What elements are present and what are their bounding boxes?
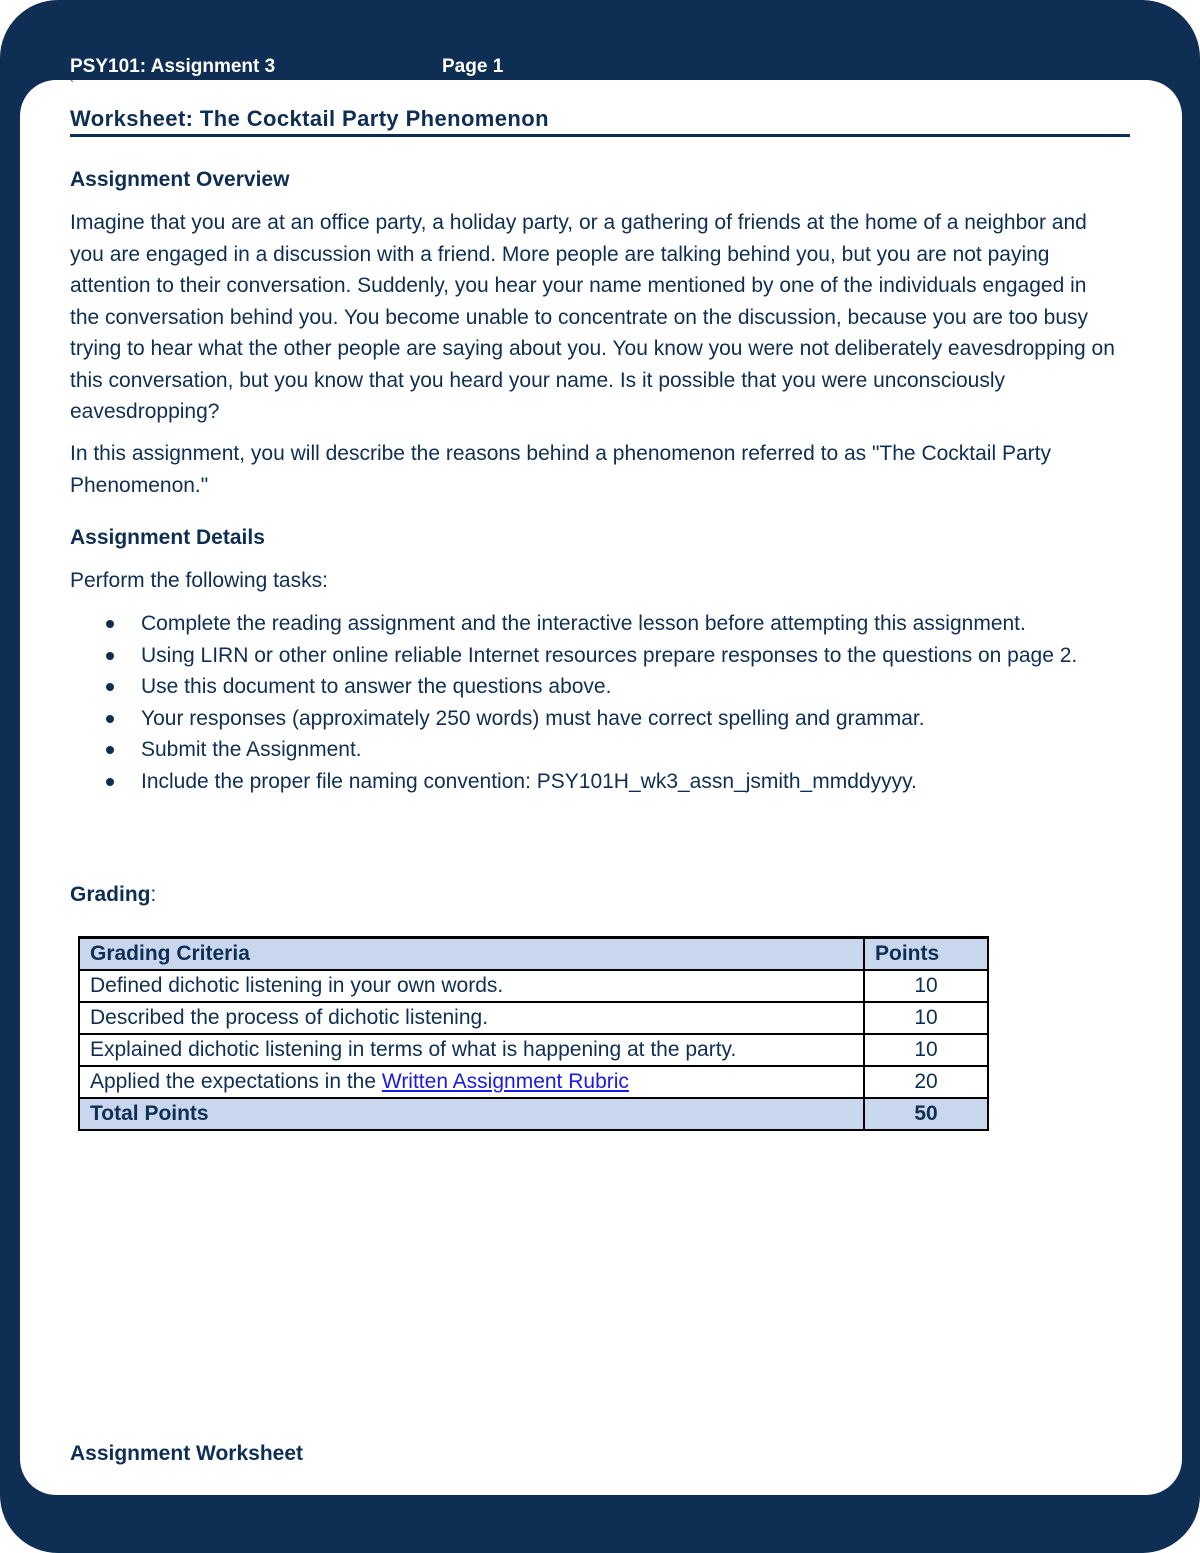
table-row [79, 1034, 988, 1066]
points-column-header: Points [864, 938, 988, 971]
content-sheet [20, 80, 1182, 1495]
overview-paragraph-2: In this assignment, you will describe the reasons behind a phenomenon referred to as "The Cocktail Party Phenomenon." [70, 442, 1051, 497]
table-row [79, 970, 988, 1002]
criteria-cell: Described the process of dichotic listening. [79, 1002, 864, 1034]
task-item [70, 608, 1120, 640]
stray-tick-mark: ` [70, 80, 74, 92]
task-text: Your responses (approximately 250 words) must have correct spelling and grammar. [141, 706, 925, 730]
criteria-cell: Explained dichotic listening in terms of what is happening at the party. [79, 1034, 864, 1066]
task-text: Using LIRN or other online reliable Internet resources prepare responses to the questions on page 2. [141, 643, 1078, 667]
criteria-column-header: Grading Criteria [79, 938, 864, 971]
grading-heading-text: Grading [70, 883, 151, 906]
bullet-icon [106, 683, 114, 691]
rubric-link[interactable]: Written Assignment Rubric [381, 1070, 629, 1093]
page-header [70, 56, 770, 80]
points-cell: 10 [864, 970, 988, 1002]
page-number: Page 1 [442, 56, 504, 77]
points-cell: 10 [864, 1034, 988, 1066]
grading-table [78, 936, 989, 1131]
points-cell: 20 [864, 1066, 988, 1098]
criteria-cell [79, 1066, 864, 1098]
details-intro: Perform the following tasks: [70, 569, 328, 592]
bullet-icon [106, 652, 114, 660]
criteria-prefix: Applied the expectations in the [90, 1070, 382, 1093]
worksheet-heading: Assignment Worksheet [70, 1442, 303, 1465]
worksheet-title: Worksheet: The Cocktail Party Phenomenon [70, 106, 1130, 137]
overview-paragraph-1: Imagine that you are at an office party, a holiday party, or a gathering of friends at the home of a neighbor and you are engaged in a discussion with a friend. More people are talking behind you, but you are not paying attention to their conversation. Suddenly, you hear your name mentioned by one of the individuals engaged in the conversation behind you. You become unable to concentrate on the discussion, because you are too busy trying to hear what the other people are saying about you. You know you were not deliberately eavesdropping on this conversation, but you know that you heard your name. Is it possible that you were unconsciously eavesdropping? [70, 211, 1115, 423]
task-item [70, 640, 1120, 672]
total-points: 50 [864, 1098, 988, 1130]
task-item [70, 734, 1120, 766]
total-row [79, 1098, 988, 1130]
task-text: Use this document to answer the questions above. [141, 675, 612, 698]
task-text: Complete the reading assignment and the interactive lesson before attempting this assignment. [141, 612, 1026, 635]
details-heading: Assignment Details [70, 526, 265, 549]
points-cell: 10 [864, 1002, 988, 1034]
total-label: Total Points [79, 1098, 864, 1130]
task-list [70, 608, 1120, 797]
table-header-row [79, 938, 988, 971]
bullet-icon [106, 715, 114, 723]
grading-heading-colon: : [150, 883, 157, 906]
overview-heading: Assignment Overview [70, 168, 290, 191]
grading-heading [70, 883, 156, 907]
bullet-icon [106, 778, 114, 786]
task-item [70, 703, 1120, 735]
task-item [70, 766, 1120, 798]
bullet-icon [106, 620, 114, 628]
criteria-cell: Defined dichotic listening in your own words. [79, 970, 864, 1002]
task-text: Include the proper file naming convention: PSY101H_wk3_assn_jsmith_mmddyyyy. [141, 769, 917, 793]
task-text: Submit the Assignment. [141, 738, 362, 761]
course-label: PSY101: Assignment 3 [70, 56, 276, 77]
table-row [79, 1002, 988, 1034]
table-row [79, 1066, 988, 1098]
bullet-icon [106, 746, 114, 754]
task-item [70, 671, 1120, 703]
